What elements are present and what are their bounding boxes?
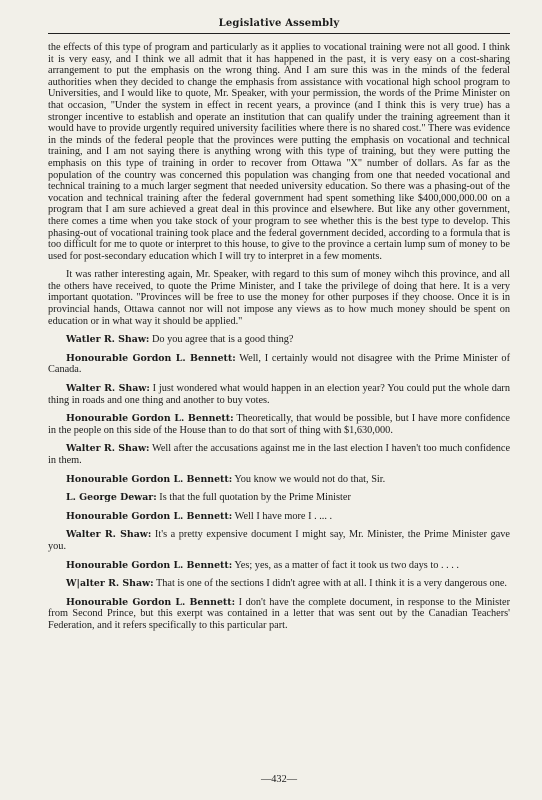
hansard-body — [48, 42, 510, 632]
speaker-name: Walter R. Shaw: — [66, 383, 150, 395]
speaker-name: Honourable Gordon L. Bennett: — [66, 413, 234, 425]
speech-text: Yes; yes, as a matter of fact it took us two days to . . . . — [234, 559, 459, 571]
paragraph-text: the effects of this type of program and particularly as it applies to vocational training were not all good. I think it is very easy, and I think we all admit that it has happened in the past, it is very easy on a cost-sharing arrangement to put the emphasis on the wrong thing. And I am sure this was in the minds of the federal authorities when they decided to change the emphasis from assistance with vocational high school program to Universities, and I would like to quote, Mr. Speaker, with your permission, the words of the Prime Minister on that occasion, "Under the system in effect in recent years, a province (and I think this is very true) has a stronger incentive to establish and operate an institution that can qualify under the training agreement than it would have to provide urgently required university facilities where there is no shared cost." There was evidence in the minds of the federal people that the provinces were putting the emphasis on vocational and technical training, and I am not saying there is anything wrong with this type of training, but they were putting the emphasis on this type of training in order to recover from Ottawa "X" number of dollars. As far as the population of the country was concerned this population was changing from one that needed vocational and technical training to a much larger segment that needed university education. So there was a phasing-out of the vocation and technical training after the federal government had spent something like $400,000,000.00 on a program that I am sure achieved a great deal in this province and elsewhere. But like any other government, there comes a time when you take stock of your program to see whether this is the best type to develop. This phasing-out of vocational training took place and the federal government decided, according to a formula that is too difficult for me to quote or interpret to this house, to give to the province a certain lump sum of money to be used for post-secondary education which I will try to interpret in a few moments. — [48, 42, 510, 262]
exchange-paragraph — [48, 353, 510, 376]
exchange-paragraph — [48, 597, 510, 632]
speech-text: That is one of the sections I didn't agree with at all. I think it is a very dangerous one. — [155, 578, 507, 590]
page-number: —432— — [260, 774, 298, 785]
speech-text: I don't have the complete document, in response to the Minister from Second Prince, but this exerpt was contained in a letter that was sent out by the Canadian Teachers' Federation, and it refers specifically to this particular part. — [48, 596, 511, 631]
speaker-name: L. George Dewar: — [66, 492, 157, 504]
speaker-name: Honourable Gordon L. Bennett: — [66, 596, 236, 608]
running-header: Legislative Assembly — [218, 18, 340, 29]
exchange-paragraph — [48, 443, 510, 466]
speaker-name: Honourable Gordon L. Bennett: — [66, 510, 233, 522]
exchange-paragraph — [48, 474, 510, 486]
exchange-paragraph — [48, 511, 510, 523]
speech-text: Is that the full quotation by the Prime Minister — [159, 492, 351, 504]
speaker-name: W|alter R. Shaw: — [66, 578, 154, 590]
exchange-paragraph — [48, 560, 510, 572]
speech-text: It's a pretty expensive document I might say, Mr. Minister, the Prime Minister gave you. — [48, 529, 511, 552]
speech-text: Well I have more I . ... . — [234, 510, 333, 522]
exchange-paragraph — [48, 334, 510, 346]
exchange-paragraph — [48, 578, 510, 590]
speech-text: You know we would not do that, Sir. — [234, 473, 386, 485]
paragraph-quotation — [48, 269, 510, 327]
document-page — [48, 18, 510, 788]
exchange-paragraph — [48, 492, 510, 504]
speech-text: Theoretically, that would be possible, but I have more confidence in the people on this side of the House than to do that sort of thing with $1,630,000. — [48, 413, 510, 436]
exchange-paragraph — [48, 383, 510, 406]
exchange-paragraph — [48, 529, 510, 552]
exchange-paragraph — [48, 413, 510, 436]
speaker-name: Walter R. Shaw: — [66, 529, 152, 541]
speech-text: Well after the accusations against me in the last election I haven't too much confidence in them. — [48, 443, 511, 466]
speech-text: Well, I certainly would not disagree with the Prime Minister of Canada. — [48, 352, 511, 376]
speaker-name: Walter R. Shaw: — [66, 443, 150, 455]
speech-text: Do you agree that is a good thing? — [151, 334, 294, 346]
speaker-name: Honourable Gordon L. Bennett: — [66, 352, 236, 364]
paragraph-continuation — [48, 42, 510, 262]
header-rule — [48, 33, 510, 34]
speaker-name: Honourable Gordon L. Bennett: — [66, 473, 233, 485]
paragraph-text: It was rather interesting again, Mr. Speaker, with regard to this sum of money wihch this province, and all the others have received, to quote the Prime Minister, and I take the privilege of doing that here. It is a very important quotation. "Provinces will be free to use the money for other purposes if they choose. Once it is in provincial hands, Ottawa cannot nor will not impose any views as to how much money should be spent on education or in what way it should be applied." — [48, 269, 510, 327]
speech-text: I just wondered what would happen in an election year? You could put the whole darn thing in roads and one thing and another to buy votes. — [48, 383, 511, 406]
speaker-name: Honourable Gordon L. Bennett: — [66, 559, 233, 571]
speaker-name: Watler R. Shaw: — [66, 334, 150, 346]
